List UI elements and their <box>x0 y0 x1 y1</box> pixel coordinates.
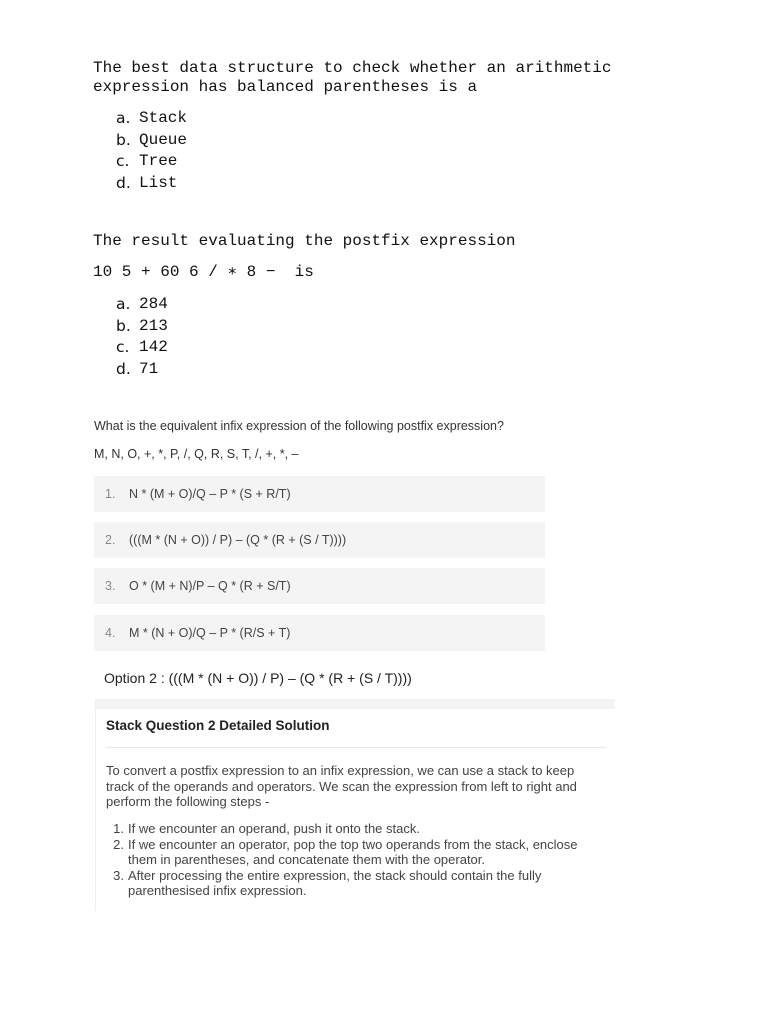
option-box-1[interactable] <box>94 476 545 512</box>
answer-text: Option 2 : (((M * (N + O)) / P) – (Q * (R + (S / T)))) <box>104 669 412 686</box>
option-text: N * (M + O)/Q – P * (S + R/T) <box>129 487 291 501</box>
option-letter: d. <box>116 174 131 193</box>
solution-steps <box>106 821 606 899</box>
solution-intro: To convert a postfix expression to an infix expression, we can use a stack to keep track of the operands and operators. We scan the expression from left to right and perform the following steps - <box>106 763 577 809</box>
step-text: After processing the entire expression, the stack should contain the fully parenthesised infix expression. <box>128 867 542 898</box>
question-1-options <box>116 108 187 195</box>
option-box-3[interactable] <box>94 568 545 604</box>
option-box-4[interactable] <box>94 615 545 651</box>
solution-title: Stack Question 2 Detailed Solution <box>106 718 330 733</box>
list-item <box>116 173 187 195</box>
option-text: O * (M + N)/P – Q * (R + S/T) <box>129 579 291 593</box>
option-box-2[interactable] <box>94 522 545 558</box>
option-text: 213 <box>139 316 168 335</box>
list-item <box>116 359 168 381</box>
option-number: 2. <box>105 533 116 547</box>
option-letter: c. <box>116 338 130 357</box>
list-item <box>106 821 606 837</box>
question-1-text: The best data structure to check whether an arithmetic expression has balanced parentheses is a <box>93 59 612 96</box>
option-text: Queue <box>139 130 188 149</box>
option-text: Stack <box>139 109 188 127</box>
postfix-expression: 10 5 + 60 6 / ∗ 8 − is <box>93 263 314 281</box>
option-number: 1. <box>105 487 116 501</box>
option-letter: a. <box>116 109 131 127</box>
list-item <box>116 337 168 359</box>
list-item <box>106 837 606 868</box>
list-item <box>116 130 187 152</box>
option-letter: b. <box>116 130 131 149</box>
question-2-text: The result evaluating the postfix expression <box>93 232 516 250</box>
list-item <box>106 868 606 899</box>
list-item <box>116 151 187 173</box>
step-text: If we encounter an operand, push it onto the stack. <box>128 821 420 836</box>
option-text: 284 <box>139 295 168 313</box>
step-number: 3. <box>113 867 124 883</box>
step-number: 1. <box>113 821 124 836</box>
option-letter: a. <box>116 295 131 313</box>
option-text: M * (N + O)/Q – P * (R/S + T) <box>129 626 291 640</box>
question-2-options <box>116 294 168 381</box>
step-number: 2. <box>113 836 124 852</box>
divider <box>106 747 606 748</box>
question-3-text: What is the equivalent infix expression of the following postfix expression? <box>94 419 504 433</box>
option-letter: b. <box>116 316 131 335</box>
list-item <box>116 316 168 338</box>
option-text: 142 <box>139 338 168 357</box>
option-text: List <box>139 174 178 193</box>
option-text: Tree <box>139 152 178 171</box>
answer-box <box>94 656 545 699</box>
list-item <box>116 108 187 130</box>
option-text: (((M * (N + O)) / P) – (Q * (R + (S / T)))) <box>129 533 347 547</box>
step-text: If we encounter an operator, pop the top two operands from the stack, enclose them in parentheses, and concatenate them with the operator. <box>128 836 578 867</box>
option-letter: c. <box>116 152 130 171</box>
option-letter: d. <box>116 360 131 379</box>
list-item <box>116 294 168 316</box>
option-number: 4. <box>105 626 116 640</box>
option-text: 71 <box>139 360 159 379</box>
option-number: 3. <box>105 579 116 593</box>
postfix-sequence: M, N, O, +, *, P, /, Q, R, S, T, /, +, *, – <box>94 447 299 461</box>
solution-panel <box>95 699 615 911</box>
